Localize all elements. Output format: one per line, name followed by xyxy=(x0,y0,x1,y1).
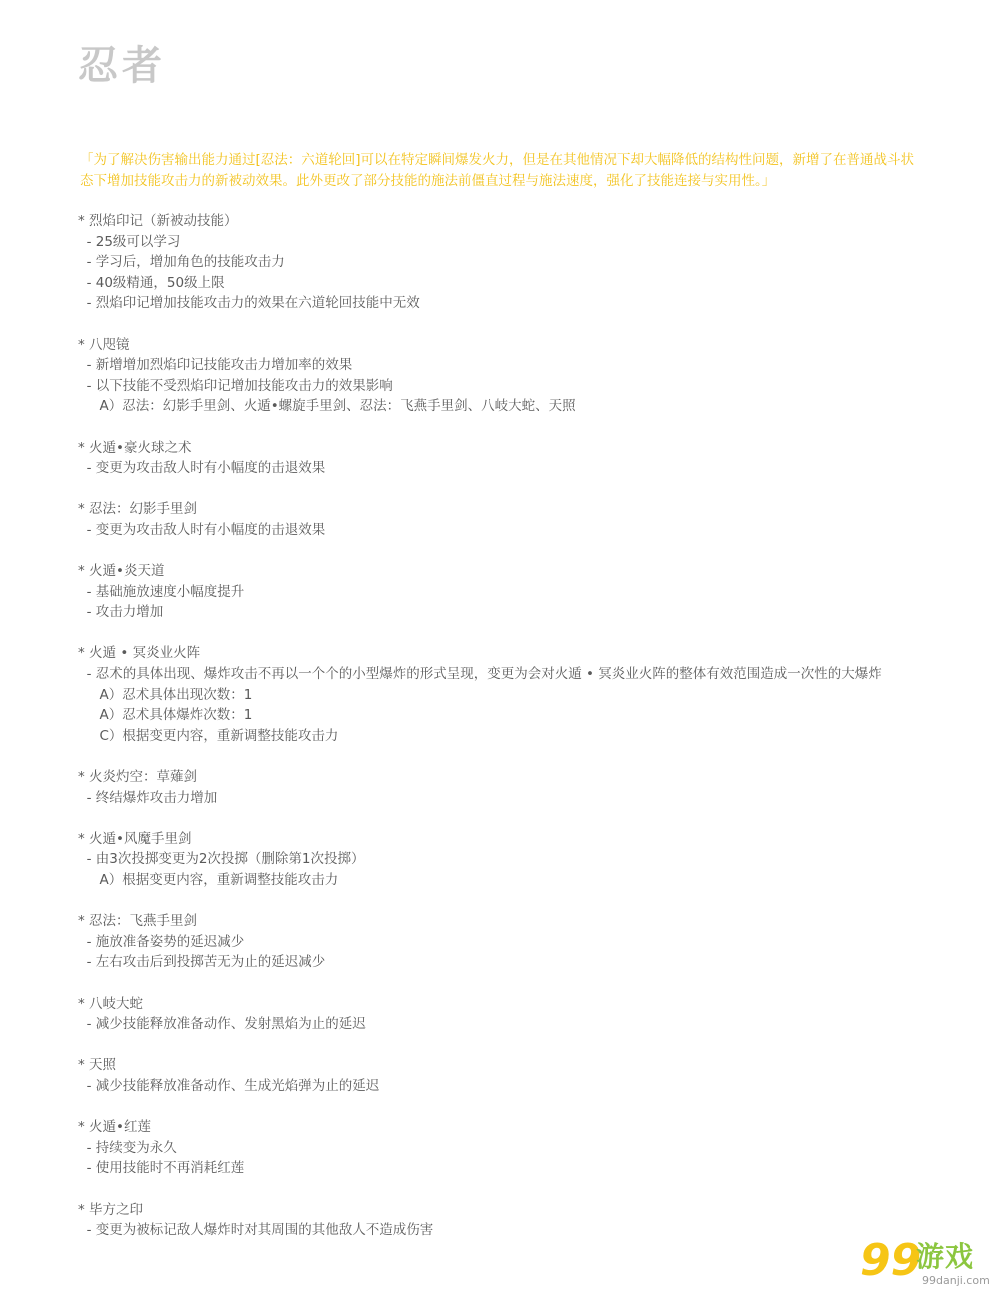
section-heading: * 火遁•豪火球之术 xyxy=(78,439,192,456)
patch-notes xyxy=(78,211,918,1261)
section-item: - 攻击力增加 xyxy=(78,604,164,621)
logo-url: 99danji.com xyxy=(922,1274,990,1287)
logo-number: 99 xyxy=(860,1235,922,1286)
change-section xyxy=(78,994,918,1035)
section-heading: * 八岐大蛇 xyxy=(78,995,144,1012)
section-item: - 忍术的具体出现、爆炸攻击不再以一个个的小型爆炸的形式呈现，变更为会对火遁 • 冥炎业火阵的整体有效范围造成一次性的大爆炸 xyxy=(78,666,882,683)
change-section xyxy=(78,911,918,973)
section-item: - 减少技能释放准备动作、生成光焰弹为止的延迟 xyxy=(78,1077,380,1094)
section-item: - 基础施放速度小幅度提升 xyxy=(78,583,245,600)
change-section xyxy=(78,1055,918,1096)
section-item: - 40级精通，50级上限 xyxy=(78,274,225,291)
section-item: - 终结爆炸攻击力增加 xyxy=(78,789,218,806)
change-section xyxy=(78,335,918,417)
change-section xyxy=(78,561,918,623)
section-item: - 变更为被标记敌人爆炸时对其周围的其他敌人不造成伤害 xyxy=(78,1222,434,1239)
section-item: A）根据变更内容，重新调整技能攻击力 xyxy=(78,872,339,888)
site-watermark-logo xyxy=(860,1234,995,1294)
change-section xyxy=(78,438,918,479)
section-item: - 变更为攻击敌人时有小幅度的击退效果 xyxy=(78,460,326,477)
section-heading: * 天照 xyxy=(78,1057,117,1074)
section-heading: * 火遁•炎天道 xyxy=(78,563,165,580)
change-section xyxy=(78,767,918,808)
section-item: - 持续变为永久 xyxy=(78,1139,177,1156)
section-item: - 烈焰印记增加技能攻击力的效果在六道轮回技能中无效 xyxy=(78,295,420,312)
section-item: - 变更为攻击敌人时有小幅度的击退效果 xyxy=(78,521,326,538)
section-item: - 25级可以学习 xyxy=(78,233,181,250)
page-title: 忍者 xyxy=(78,43,166,89)
section-item: - 左右攻击后到投掷苦无为止的延迟减少 xyxy=(78,954,326,971)
section-item: - 施放准备姿势的延迟减少 xyxy=(78,933,245,950)
change-section xyxy=(78,1200,918,1241)
section-heading: * 忍法：飞燕手里剑 xyxy=(78,913,198,930)
section-heading: * 火遁•风魔手里剑 xyxy=(78,830,192,847)
section-item: A）忍法：幻影手里剑、火遁•螺旋手里剑、忍法：飞燕手里剑、八岐大蛇、天照 xyxy=(78,398,576,415)
change-section xyxy=(78,211,918,314)
section-item: - 以下技能不受烈焰印记增加技能攻击力的效果影响 xyxy=(78,377,393,394)
section-item: - 学习后，增加角色的技能攻击力 xyxy=(78,254,285,271)
section-item: - 减少技能释放准备动作、发射黑焰为止的延迟 xyxy=(78,1016,366,1033)
section-item: A）忍术具体爆炸次数：1 xyxy=(78,707,253,724)
logo-name: 游戏 xyxy=(916,1240,975,1273)
section-item: A）忍术具体出现次数：1 xyxy=(78,686,253,703)
section-item: - 使用技能时不再消耗红莲 xyxy=(78,1160,245,1177)
section-heading: * 忍法：幻影手里剑 xyxy=(78,501,198,518)
section-heading: * 烈焰印记（新被动技能） xyxy=(78,213,238,229)
change-section xyxy=(78,643,918,746)
change-section xyxy=(78,829,918,891)
section-item: C）根据变更内容，重新调整技能攻击力 xyxy=(78,727,339,744)
section-heading: * 毕方之印 xyxy=(78,1201,144,1218)
section-item: - 新增增加烈焰印记技能攻击力增加率的效果 xyxy=(78,357,353,374)
change-section xyxy=(78,1117,918,1179)
section-heading: * 火炎灼空：草薙剑 xyxy=(78,769,198,786)
section-item: - 由3次投掷变更为2次投掷（删除第1次投掷） xyxy=(78,851,365,868)
section-heading: * 八咫镜 xyxy=(78,336,130,353)
intro-paragraph: 「为了解决伤害输出能力通过[忍法：六道轮回]可以在特定瞬间爆发火力，但是在其他情况下却大幅降低的结构性问题，新增了在普通战斗状态下增加技能攻击力的新被动效果。此外更改了部分技能的施法前僵直过程与施法速度，强化了技能连接与实用性。」 xyxy=(80,152,915,189)
change-section xyxy=(78,499,918,540)
section-heading: * 火遁•红莲 xyxy=(78,1119,152,1136)
section-heading: * 火遁 • 冥炎业火阵 xyxy=(78,645,201,662)
